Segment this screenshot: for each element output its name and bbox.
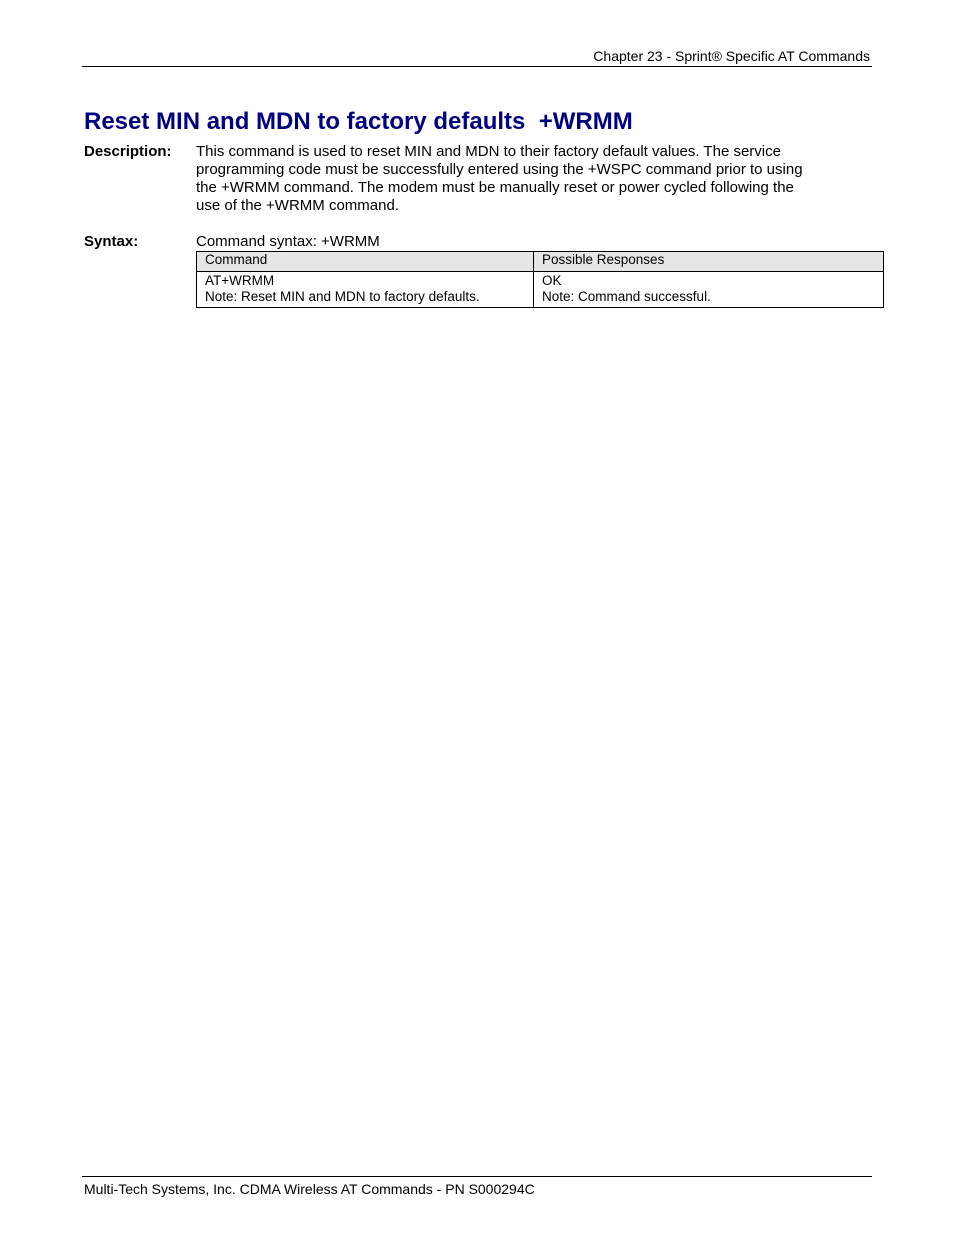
table-row — [197, 272, 884, 308]
response-note: Note: Command successful. — [542, 289, 711, 304]
description-line: the +WRMM command. The modem must be manually reset or power cycled following the — [196, 179, 794, 196]
section-title: Reset MIN and MDN to factory defaults +WRMM — [84, 108, 633, 135]
syntax-text: Command syntax: +WRMM — [196, 233, 380, 250]
response-cell — [534, 272, 884, 308]
page-header — [82, 47, 872, 67]
page-footer — [82, 1176, 872, 1197]
description-label: Description: — [84, 143, 172, 160]
column-header-command: Command — [197, 252, 534, 272]
description-line: programming code must be successfully entered using the +WSPC command prior to using — [196, 161, 803, 178]
table-header-row — [197, 252, 884, 272]
description-line: This command is used to reset MIN and MDN to their factory default values. The service — [196, 143, 781, 160]
command-table — [196, 251, 884, 308]
chapter-title: Chapter 23 - Sprint® Specific AT Commands — [593, 48, 870, 64]
syntax-label: Syntax: — [84, 233, 139, 250]
description-line: use of the +WRMM command. — [196, 197, 399, 214]
response-value: OK — [542, 273, 562, 288]
description-text — [196, 143, 836, 215]
column-header-responses: Possible Responses — [534, 252, 884, 272]
footer-text: Multi-Tech Systems, Inc. CDMA Wireless AT Commands - PN S000294C — [84, 1181, 535, 1197]
command-value: AT+WRMM — [205, 273, 275, 288]
command-note: Note: Reset MIN and MDN to factory defaults. — [205, 289, 480, 304]
command-cell — [197, 272, 534, 308]
